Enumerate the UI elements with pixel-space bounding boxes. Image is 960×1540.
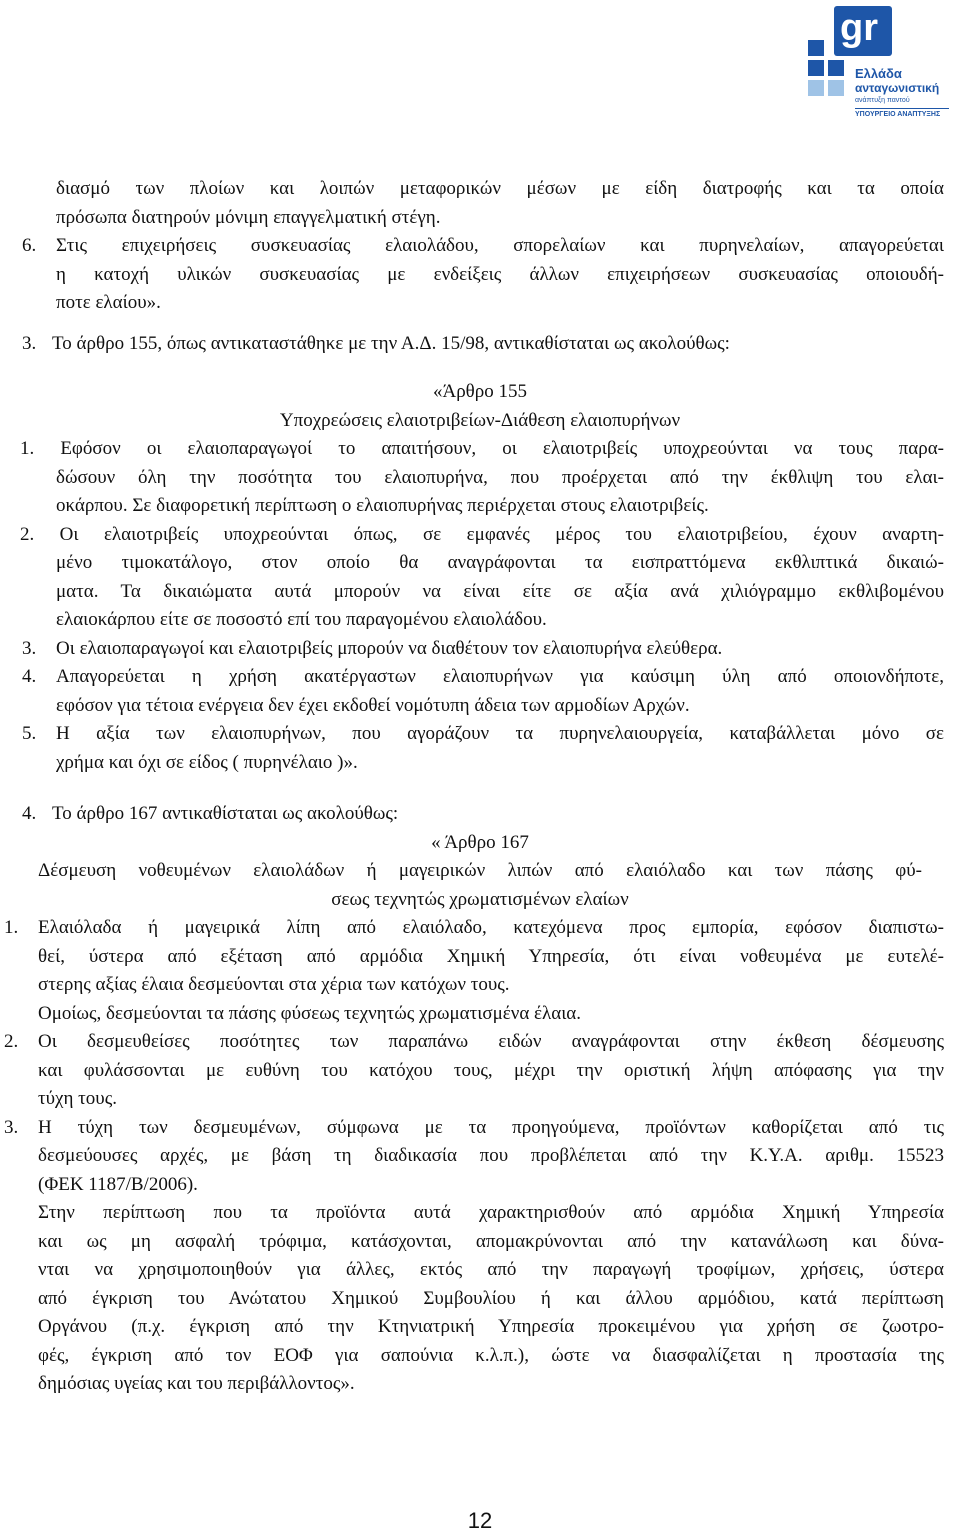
list-item: [22, 720, 960, 749]
text-line: οκάρπου. Σε διαφορετική περίπτωση ο ελαιοπυρήνας περιέρχεται στους ελαιοτριβείς.: [56, 495, 709, 516]
text-line: εφόσον για τέτοια ενέργεια δεν έχει εκδοθεί νομότυπη άδεια των αρμοδίων Αρχών.: [56, 694, 690, 716]
logo-square: [808, 60, 824, 76]
text-line: νται να χρησιμοποιηθούν για άλλες, εκτός από την παραγωγή τροφίμων, χρήσεις, ύστερα: [38, 1259, 944, 1280]
list-item: [4, 1114, 960, 1143]
text-line: Οι ελαιοπαραγωγοί και ελαιοτριβείς μπορούν να διαθέτουν τον ελαιοπυρήνα ελεύθερα.: [56, 637, 723, 659]
ministry-logo: [800, 6, 950, 126]
article-subtitle: Δέσμευση νοθευμένων ελαιολάδων ή μαγειρικών λιπών από ελαιόλαδο και των πάσης φύ-: [38, 860, 922, 881]
article-heading: « Άρθρο 167: [431, 831, 529, 853]
text-line: ποτε ελαίου».: [56, 292, 161, 313]
text-line: από έγκριση του Ανώτατου Χημικού Συμβουλίου ή και άλλου αρμόδιου, κατά περίπτωση: [38, 1287, 944, 1309]
text-line: δεσμεύουσες αρχές, με βάση τη διαδικασία που προβλέπεται από την Κ.Υ.Α. αριθμ. 15523: [38, 1145, 944, 1166]
text-line: ματα. Τα δικαιώματα αυτά μπορούν να είναι είτε σε αξία ανά χιλιόγραμμο εκθλιβομένου: [56, 580, 944, 602]
text-line: 2. Οι ελαιοτριβείς υποχρεούνται όπως, σε εμφανές μέρος του ελαιοτριβείου, έχουν αναρτη-: [20, 523, 944, 545]
text-line: Η τύχη των δεσμευμένων, σύμφωνα με τα προηγούμενα, προϊόντων καθορίζεται από τις: [38, 1116, 944, 1138]
item-number: 2.: [4, 1031, 19, 1052]
text-line: στερης αξίας έλαια δεσμεύονται στα χέρια των κατόχων τους.: [38, 974, 510, 995]
list-item: [4, 914, 960, 943]
item-number: 3.: [22, 332, 37, 354]
logo-line2: ανταγωνιστική: [855, 81, 940, 95]
text-line: και φυλάσσονται με ευθύνη του κατόχου τους, μέχρι την οριστική λήψη απόφασης για την: [38, 1059, 944, 1081]
article-subtitle: σεως τεχνητώς χρωματισμένων ελαίων: [331, 888, 629, 910]
text-line: τύχη τους.: [38, 1088, 117, 1109]
page-number: 12: [467, 1508, 493, 1533]
list-item: [22, 663, 960, 692]
logo-rule: [855, 108, 949, 109]
document-body: [0, 175, 960, 1399]
text-line: Οργάνου (π.χ. έγκριση από την Κτηνιατρική Υπηρεσία προκειμένου για χρήση σε ζωοτρο-: [38, 1316, 944, 1337]
article-heading: «Άρθρο 155: [432, 381, 528, 402]
text-line: πρόσωπα διατηρούν μόνιμη επαγγελματική στέγη.: [56, 206, 441, 228]
text-line: η κατοχή υλικών συσκευασίας με ενδείξεις άλλων επιχειρήσεων συσκευασίας οποιουδή-: [56, 263, 944, 285]
text-line: και ως μη ασφαλή τρόφιμα, κατάσχονται, απομακρύνονται από την κατανάλωση και δύνα-: [38, 1230, 944, 1252]
logo-square: [808, 80, 824, 96]
logo-line1: Ελλάδα: [855, 66, 902, 81]
item-number: 4.: [22, 803, 37, 824]
logo-line4: ΥΠΟΥΡΓΕΙΟ ΑΝΑΠΤΥΞΗΣ: [855, 111, 941, 118]
text-line: διασμό των πλοίων και λοιπών μεταφορικών μέσων με είδη διατροφής και τα οποία: [56, 178, 944, 199]
text-line: δημόσιας υγείας και του περιβάλλοντος».: [38, 1373, 355, 1394]
text-line: φές, έγκριση από τον ΕΟΦ για σαπούνια κ.λ.π.), ώστε να διασφαλίζεται η προστασία της: [38, 1344, 944, 1366]
text-line: θεί, ύστερα από εξέταση από αρμόδια Χημική Υπηρεσία, ότι είναι νοθευμένα με ευτελέ-: [38, 945, 944, 967]
text-line: δώσουν όλη την ποσότητα του ελαιοπυρήνα, που προέρχεται από την έκθλιψη του ελαι-: [56, 466, 944, 488]
list-item: [22, 330, 960, 359]
text-line: Απαγορεύεται η χρήση ακατέργαστων ελαιοπυρήνων για καύσιμη ύλη από οποιονδήποτε,: [56, 666, 944, 687]
text-line: Ελαιόλαδα ή μαγειρικά λίπη από ελαιόλαδο, κατεχόμενα προς εμπορία, εφόσον διαπιστω-: [38, 917, 944, 938]
item-number: 5.: [22, 723, 37, 744]
item-number: 4.: [22, 666, 37, 687]
list-item: [22, 800, 960, 829]
item-number: 3.: [22, 637, 37, 659]
text-line: Η αξία των ελαιοπυρήνων, που αγοράζουν τα πυρηνελαιουργεία, καταβάλλεται μόνο σε: [56, 723, 944, 744]
text-line: Οι δεσμευθείσες ποσότητες των παραπάνω ειδών αναγράφονται στην έκθεση δέσμευσης: [38, 1031, 944, 1052]
article-subtitle: Υποχρεώσεις ελαιοτριβείων-Διάθεση ελαιοπυρήνων: [279, 409, 681, 431]
logo-square: [828, 80, 844, 96]
list-item: [22, 232, 960, 261]
text-line: Στην περίπτωση που τα προϊόντα αυτά χαρακτηρισθούν από αρμόδια Χημική Υπηρεσία: [38, 1202, 944, 1223]
text-line: 1. Εφόσον οι ελαιοπαραγωγοί το απαιτήσουν, οι ελαιοτριβείς υποχρεούνται να τους παρα-: [20, 438, 944, 459]
text-line: ελαιοκάρπου είτε σε ποσοστό επί του παραγομένου ελαιολάδου.: [56, 609, 547, 630]
text-line: Ομοίως, δεσμεύονται τα πάσης φύσεως τεχνητώς χρωματισμένα έλαια.: [38, 1002, 582, 1024]
text-line: Το άρθρο 167 αντικαθίσταται ως ακολούθως:: [52, 803, 399, 824]
text-line: χρήμα και όχι σε είδος ( πυρηνέλαιο )».: [56, 751, 358, 773]
logo-square: [808, 40, 824, 56]
logo-line3: ανάπτυξη παντού: [855, 97, 910, 104]
logo-square: [828, 60, 844, 76]
item-number: 6.: [22, 235, 37, 256]
list-item: [4, 1028, 960, 1057]
text-line: (ΦΕΚ 1187/Β/2006).: [38, 1173, 198, 1195]
item-number: 3.: [4, 1116, 19, 1138]
item-number: 1.: [4, 917, 19, 938]
text-line: μένο τιμοκατάλογο, στον οποίο θα αναγράφονται τα εισπραττόμενα εκθλιπτικά δικαιώ-: [56, 552, 944, 573]
logo-gr: gr: [840, 7, 878, 49]
text-line: Το άρθρο 155, όπως αντικαταστάθηκε με την Α.Δ. 15/98, αντικαθίσταται ως ακολούθως:: [52, 332, 730, 354]
text-line: Στις επιχειρήσεις συσκευασίας ελαιολάδου, σπορελαίων και πυρηνελαίων, απαγορεύεται: [56, 235, 944, 256]
list-item: [22, 635, 960, 664]
